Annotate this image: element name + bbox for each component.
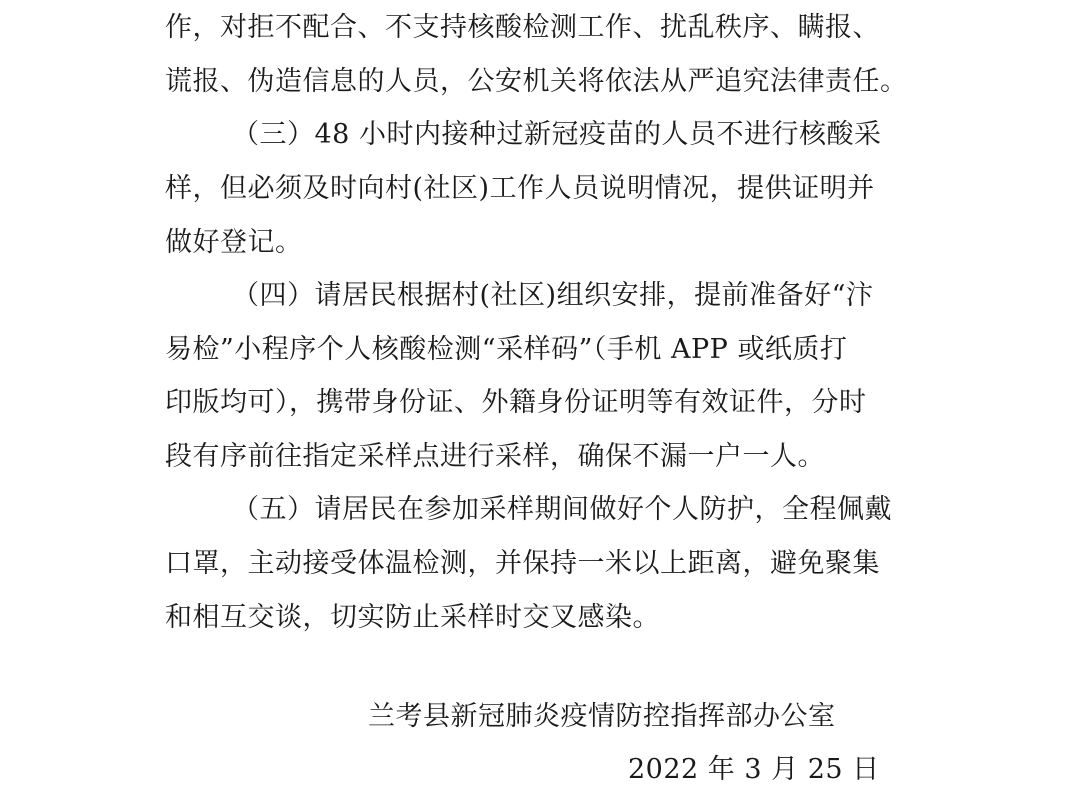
item-three-line: 做好登记。 (165, 227, 303, 258)
paragraph-line: 谎报、伪造信息的人员，公安机关将依法从严追究法律责任。 (165, 66, 908, 97)
signature-organization: 兰考县新冠肺炎疫情防控指挥部办公室 (368, 701, 836, 732)
signature-date: 2022 年 3 月 25 日 (628, 754, 880, 785)
item-three-line: （三）48 小时内接种过新冠疫苗的人员不进行核酸采 (232, 119, 882, 150)
item-four-line: 印版均可），携带身份证、外籍身份证明等有效证件，分时 (165, 387, 867, 418)
item-five-line: 口罩，主动接受体温检测，并保持一米以上距离，避免聚集 (165, 548, 880, 579)
item-four-line: 易检”小程序个人核酸检测“采样码”（手机 APP 或纸质打 (165, 334, 848, 365)
item-three-line: 样，但必须及时向村(社区)工作人员说明情况，提供证明并 (165, 173, 875, 204)
item-four-line: （四）请居民根据村(社区)组织安排，提前准备好“汴 (232, 280, 874, 311)
paragraph-line: 作，对拒不配合、不支持核酸检测工作、扰乱秩序、瞒报、 (165, 12, 880, 43)
item-five-line: 和相互交谈，切实防止采样时交叉感染。 (165, 602, 660, 633)
item-five-line: （五）请居民在参加采样期间做好个人防护，全程佩戴 (232, 494, 892, 525)
item-four-line: 段有序前往指定采样点进行采样，确保不漏一户一人。 (165, 441, 825, 472)
